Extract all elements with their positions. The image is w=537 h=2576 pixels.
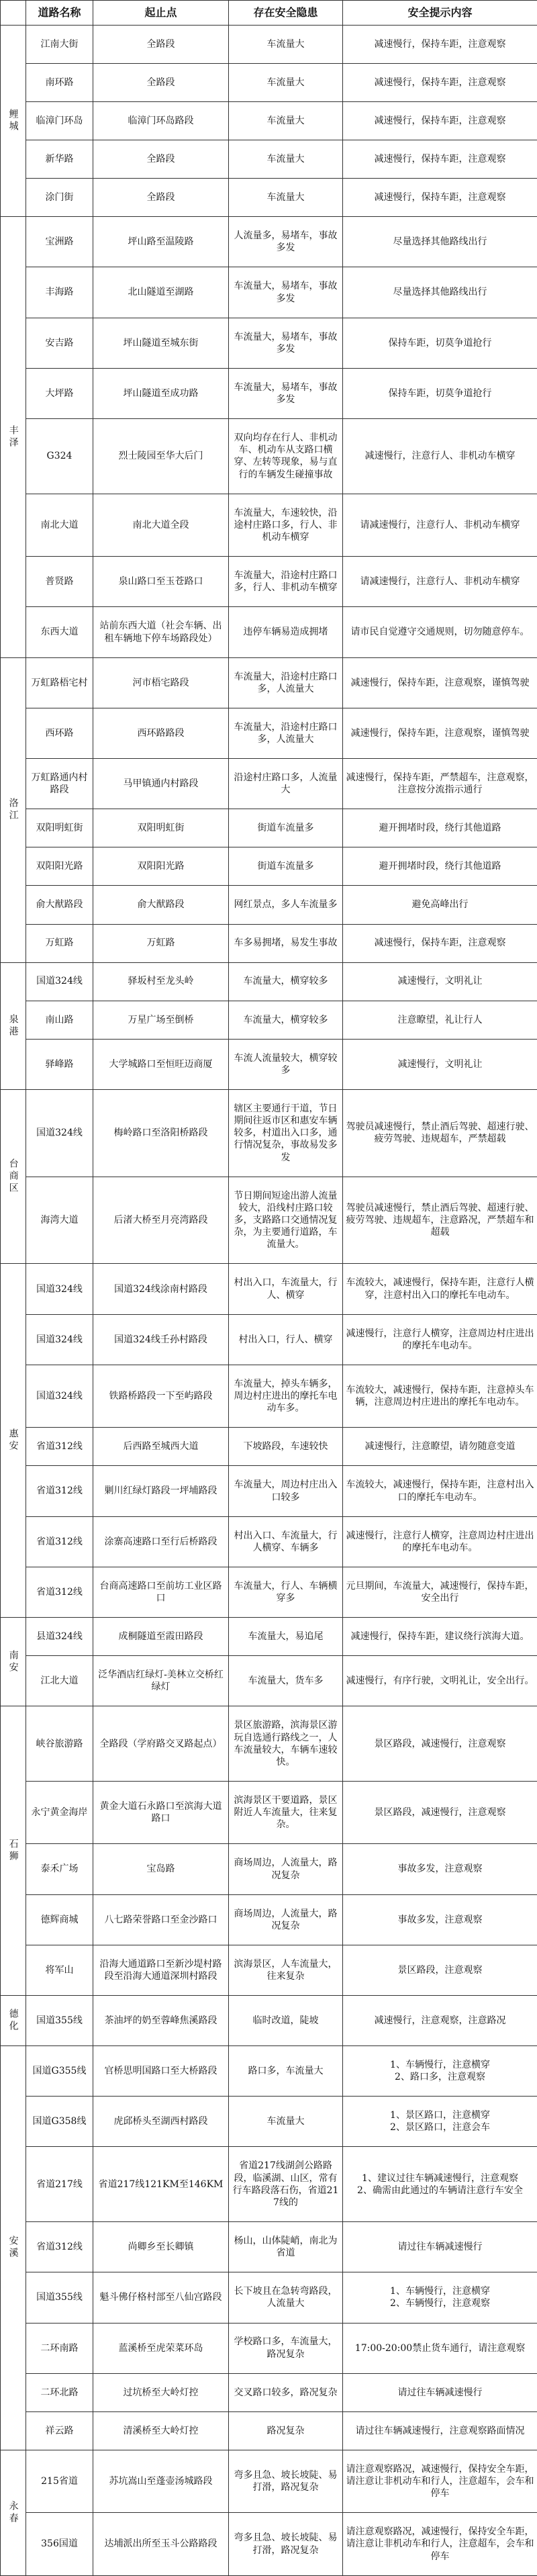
safety-tip-cell: 请过往车辆减速慢行，注意观察路面情况 bbox=[343, 2411, 537, 2450]
hazard-cell: 杨山，山体陡峭，南北为省道 bbox=[229, 2222, 343, 2272]
safety-tip-cell: 尽量选择其他路线出行 bbox=[343, 217, 537, 267]
header-row bbox=[1, 1, 537, 26]
safety-tip-cell: 景区路段，注意观察 bbox=[343, 1945, 537, 1995]
hazard-cell: 车流量大，易堵车，事故多发 bbox=[229, 267, 343, 318]
road-name-cell: 省道312线 bbox=[26, 1567, 93, 1617]
safety-tip-cell: 17:00-20:00禁止货车通行，请注意观察 bbox=[343, 2323, 537, 2373]
road-name-cell: 万虹路 bbox=[26, 924, 93, 962]
hazard-cell: 街道车流量多 bbox=[229, 809, 343, 847]
start-end-cell: 清溪桥至大岭灯控 bbox=[93, 2411, 229, 2450]
road-name-cell: 省道312线 bbox=[26, 1428, 93, 1466]
hazard-cell: 辖区主要通行干道，节日期间往返市区和惠安车辆较多，村道出入口多，通行情况复杂，事故易发多发 bbox=[229, 1089, 343, 1177]
start-end-cell: 万虹路 bbox=[93, 924, 229, 962]
table-row bbox=[1, 759, 537, 809]
start-end-cell: 临漳门环岛路段 bbox=[93, 102, 229, 140]
table-row bbox=[1, 494, 537, 556]
road-name-cell: 丰海路 bbox=[26, 267, 93, 318]
road-name-cell: 南环路 bbox=[26, 64, 93, 102]
safety-tip-cell: 减速慢行，保持车距，建议绕行滨海大道。 bbox=[343, 1618, 537, 1656]
table-row bbox=[1, 1945, 537, 1995]
safety-tip-cell: 事故多发，注意观察 bbox=[343, 1844, 537, 1894]
safety-tip-cell: 保持车距，切莫争道抢行 bbox=[343, 368, 537, 418]
hazard-cell: 车流量大，易堵车，事故多发 bbox=[229, 368, 343, 418]
hazard-cell: 长下坡且在急转弯路段，人流量大 bbox=[229, 2272, 343, 2323]
hazard-cell: 车流人流量较大，横穿较多 bbox=[229, 1039, 343, 1089]
hazard-cell: 路口多，车流量大 bbox=[229, 2046, 343, 2097]
safety-tip-cell: 景区路段，减速慢行，注意观察 bbox=[343, 1706, 537, 1782]
road-name-cell: 国道G358线 bbox=[26, 2097, 93, 2147]
table-row bbox=[1, 1894, 537, 1945]
table-row bbox=[1, 1567, 537, 1617]
safety-tip-cell: 注意瞭望，礼让行人 bbox=[343, 1001, 537, 1039]
start-end-cell: 全路段 bbox=[93, 26, 229, 64]
safety-tip-cell: 元旦期间，车流量大，减速慢行，保持车距，安全出行 bbox=[343, 1567, 537, 1617]
hazard-cell: 车流量大 bbox=[229, 2097, 343, 2147]
road-name-cell: 二环北路 bbox=[26, 2373, 93, 2411]
road-name-cell: 356国道 bbox=[26, 2513, 93, 2575]
table-row bbox=[1, 607, 537, 657]
start-end-cell: 坪山路至温陵路 bbox=[93, 217, 229, 267]
road-name-cell: 大坪路 bbox=[26, 368, 93, 418]
safety-tip-cell: 请注意观察路况，减速慢行，保持安全车距，请注意让非机动车和行人，注意超车，会车和停车 bbox=[343, 2513, 537, 2575]
safety-tip-cell: 车流较大，减速慢行，保持车距，注意行人横穿，注意村出入口的摩托车电动车。 bbox=[343, 1264, 537, 1314]
table-row bbox=[1, 179, 537, 217]
hazard-cell: 网红景点，多人车流量多 bbox=[229, 886, 343, 924]
start-end-cell: 国道324线壬孙村路段 bbox=[93, 1314, 229, 1365]
table-row bbox=[1, 2097, 537, 2147]
road-name-cell: 江北大道 bbox=[26, 1656, 93, 1706]
table-row bbox=[1, 1089, 537, 1177]
road-name-cell: 二环南路 bbox=[26, 2323, 93, 2373]
start-end-cell: 站前东西大道（社会车辆、出租车辆地下停车场路段处） bbox=[93, 607, 229, 657]
table-row bbox=[1, 2373, 537, 2411]
table-row bbox=[1, 1466, 537, 1516]
hazard-cell: 村出入口、车流量大，行人横穿、车辆多 bbox=[229, 1516, 343, 1567]
table-row bbox=[1, 217, 537, 267]
hazard-cell: 滨海景区，人车流量大，往来复杂 bbox=[229, 1945, 343, 1995]
hazard-cell: 车流量大，掉头车辆多，周边村庄进出的摩托车电动车多。 bbox=[229, 1365, 343, 1427]
road-name-cell: 省道312线 bbox=[26, 1516, 93, 1567]
table-row bbox=[1, 1844, 537, 1894]
start-end-cell: 苏坑嵩山至蓬壶汤城路段 bbox=[93, 2450, 229, 2512]
start-end-cell: 魁斗佛仔格村部至八仙宫路段 bbox=[93, 2272, 229, 2323]
start-end-cell: 茶油坪的奶至蓉峰焦溪路段 bbox=[93, 1996, 229, 2046]
start-end-cell: 官桥思明国路口至大桥路段 bbox=[93, 2046, 229, 2097]
hazard-cell: 节日期间短途出游人流量较大，沿线村庄路口较多，支路路口交通情况复杂，为主要通行道路，车流量大。 bbox=[229, 1177, 343, 1264]
start-end-cell: 泉山路口至玉苍路口 bbox=[93, 557, 229, 607]
hazard-cell: 车流量大，行人、车辆横穿多 bbox=[229, 1567, 343, 1617]
hazard-cell: 车流量大 bbox=[229, 179, 343, 217]
safety-tip-cell: 减速慢行，有序行驶，文明礼让，安全出行。 bbox=[343, 1656, 537, 1706]
start-end-cell: 涂寨高速路口至行后桥路段 bbox=[93, 1516, 229, 1567]
start-end-cell: 北山隧道至湖路 bbox=[93, 267, 229, 318]
start-end-cell: 驿坂村至龙头岭 bbox=[93, 962, 229, 1001]
table-row bbox=[1, 847, 537, 886]
table-row bbox=[1, 2147, 537, 2222]
hazard-cell: 车流量大，横穿较多 bbox=[229, 962, 343, 1001]
road-name-cell: 临漳门环岛 bbox=[26, 102, 93, 140]
safety-tip-cell: 减速慢行，注意行人横穿，注意周边村庄进出的摩托车电动车。 bbox=[343, 1314, 537, 1365]
hazard-cell: 车流量大，沿途村庄路口多，人流量大 bbox=[229, 657, 343, 708]
safety-tip-cell: 减速慢行，保持车距，注意观察 bbox=[343, 102, 537, 140]
road-name-cell: 国道324线 bbox=[26, 1365, 93, 1427]
start-end-cell: 达埔派出所至玉斗公路路段 bbox=[93, 2513, 229, 2575]
road-name-cell: 省道312线 bbox=[26, 1466, 93, 1516]
road-name-cell: 祥云路 bbox=[26, 2411, 93, 2450]
hazard-cell: 村出入口，行人、横穿 bbox=[229, 1314, 343, 1365]
header-start-end: 起止点 bbox=[93, 1, 229, 26]
safety-tip-cell: 1、车辆慢行，注意横穿 2、车辆慢行，注意观察 bbox=[343, 2272, 537, 2323]
hazard-cell: 弯多且急、坡长坡陡、易打滑，路况复杂 bbox=[229, 2513, 343, 2575]
table-row bbox=[1, 557, 537, 607]
start-end-cell: 八七路荣誉路口至金沙路口 bbox=[93, 1894, 229, 1945]
start-end-cell: 省道217线121KM至146KM bbox=[93, 2147, 229, 2222]
road-name-cell: G324 bbox=[26, 419, 93, 494]
region-cell: 丰泽 bbox=[1, 217, 26, 657]
hazard-cell: 车流量大，周边村庄出入口较多 bbox=[229, 1466, 343, 1516]
table-row bbox=[1, 267, 537, 318]
table-row bbox=[1, 102, 537, 140]
road-name-cell: 省道217线 bbox=[26, 2147, 93, 2222]
region-cell: 安溪 bbox=[1, 2046, 26, 2450]
safety-tip-cell: 减速慢行，文明礼让 bbox=[343, 1039, 537, 1089]
table-row bbox=[1, 64, 537, 102]
safety-tip-cell: 减速慢行，保持车距，注意观察 bbox=[343, 179, 537, 217]
hazard-cell: 交叉路口较多，路况复杂 bbox=[229, 2373, 343, 2411]
safety-tip-cell: 减速慢行，注意瞭望，请勿随意变道 bbox=[343, 1428, 537, 1466]
start-end-cell: 剿川红绿灯路段一坪埔路段 bbox=[93, 1466, 229, 1516]
road-name-cell: 国道324线 bbox=[26, 1089, 93, 1177]
hazard-cell: 商场周边，人流量大，路况复杂 bbox=[229, 1844, 343, 1894]
table-row bbox=[1, 2411, 537, 2450]
hazard-cell: 违停车辆易造成拥堵 bbox=[229, 607, 343, 657]
safety-tip-cell: 保持车距，切莫争道抢行 bbox=[343, 318, 537, 368]
header-road-name: 道路名称 bbox=[26, 1, 93, 26]
start-end-cell: 黄金大道石永路口至滨海大道路口 bbox=[93, 1782, 229, 1844]
region-cell: 鲤城 bbox=[1, 26, 26, 217]
road-name-cell: 双阳阳光路 bbox=[26, 847, 93, 886]
road-name-cell: 国道355线 bbox=[26, 1996, 93, 2046]
safety-tip-cell: 请过往车辆减速慢行 bbox=[343, 2373, 537, 2411]
start-end-cell: 大学城路口至恒旺迈商厦 bbox=[93, 1039, 229, 1089]
hazard-cell: 车流量大，易堵车，事故多发 bbox=[229, 318, 343, 368]
road-name-cell: 泰禾广场 bbox=[26, 1844, 93, 1894]
safety-tip-cell: 驾驶员减速慢行，禁止酒后驾驶、超速行驶、疲劳驾驶、违规超车，注意路况，严禁超车和超载 bbox=[343, 1177, 537, 1264]
safety-tip-cell: 事故多发，注意观察 bbox=[343, 1894, 537, 1945]
safety-tip-cell: 减速慢行，注意行人横穿，注意周边村庄进出的摩托车电动车。 bbox=[343, 1516, 537, 1567]
table-row bbox=[1, 1706, 537, 1782]
hazard-cell: 车流量大，横穿较多 bbox=[229, 1001, 343, 1039]
table-row bbox=[1, 1264, 537, 1314]
table-row bbox=[1, 2323, 537, 2373]
safety-tip-cell: 1、景区路口，注意横穿 2、景区路口，注意会车 bbox=[343, 2097, 537, 2147]
safety-tip-cell: 减速慢行，保持车距，注意观察 bbox=[343, 26, 537, 64]
start-end-cell: 后渚大桥至月亮湾路段 bbox=[93, 1177, 229, 1264]
start-end-cell: 双阳阳光路 bbox=[93, 847, 229, 886]
table-row bbox=[1, 140, 537, 179]
hazard-cell: 车流量大 bbox=[229, 26, 343, 64]
start-end-cell: 梅岭路口至洛阳桥路段 bbox=[93, 1089, 229, 1177]
table-row bbox=[1, 1039, 537, 1089]
safety-tip-cell: 请市民自觉遵守交通规则，切勿随意停车。 bbox=[343, 607, 537, 657]
safety-tip-cell: 景区路段，减速慢行，注意观察 bbox=[343, 1782, 537, 1844]
safety-tip-cell: 避开拥堵时段，绕行其他道路 bbox=[343, 847, 537, 886]
table-row bbox=[1, 1428, 537, 1466]
table-row bbox=[1, 1314, 537, 1365]
safety-tip-cell: 请过往车辆减速慢行 bbox=[343, 2222, 537, 2272]
road-name-cell: 永宁黄金海岸 bbox=[26, 1782, 93, 1844]
region-cell: 泉港 bbox=[1, 962, 26, 1089]
start-end-cell: 西环路路段 bbox=[93, 708, 229, 758]
start-end-cell: 尚卿乡至长卿镇 bbox=[93, 2222, 229, 2272]
table-body bbox=[1, 26, 537, 2576]
table-row bbox=[1, 1782, 537, 1844]
road-name-cell: 德辉商城 bbox=[26, 1894, 93, 1945]
start-end-cell: 泛华酒店红绿灯-美林立交桥红绿灯 bbox=[93, 1656, 229, 1706]
hazard-cell: 弯多且急、坡长坡陡、易打滑，路况复杂 bbox=[229, 2450, 343, 2512]
start-end-cell: 国道324线涂南村路段 bbox=[93, 1264, 229, 1314]
hazard-cell: 村出入口，车流量大，行人、横穿 bbox=[229, 1264, 343, 1314]
header-hazard: 存在安全隐患 bbox=[229, 1, 343, 26]
start-end-cell: 沿海大通道路口至新沙堤村路段至沿海大通道深圳村路段 bbox=[93, 1945, 229, 1995]
table-row bbox=[1, 2046, 537, 2097]
table-row bbox=[1, 1001, 537, 1039]
hazard-cell: 车流量大 bbox=[229, 64, 343, 102]
start-end-cell: 全路段 bbox=[93, 179, 229, 217]
road-name-cell: 海湾大道 bbox=[26, 1177, 93, 1264]
hazard-cell: 车流量大，沿途村庄路口多，行人、非机动车横穿 bbox=[229, 557, 343, 607]
hazard-cell: 省道217线湖剑公路路段，临溪湖、山区，常有行车路段落石伤，省道217线的 bbox=[229, 2147, 343, 2222]
table-row bbox=[1, 1996, 537, 2046]
table-row bbox=[1, 1656, 537, 1706]
hazard-cell: 双向均存在行人、非机动车、机动车从支路口横穿、左转等现象，易与直行的车辆发生碰撞事故 bbox=[229, 419, 343, 494]
safety-tip-cell: 驾驶员减速慢行，禁止酒后驾驶、超速行驶、疲劳驾驶、违规超车，严禁超载 bbox=[343, 1089, 537, 1177]
hazard-cell: 滨海景区干要道路，景区附近人车流量大，往来复杂。 bbox=[229, 1782, 343, 1844]
table-row bbox=[1, 962, 537, 1001]
header-region bbox=[1, 1, 26, 26]
region-cell: 洛江 bbox=[1, 657, 26, 962]
road-name-cell: 国道324线 bbox=[26, 1264, 93, 1314]
hazard-cell: 学校路口多，车流量大，路况复杂 bbox=[229, 2323, 343, 2373]
road-name-cell: 南北大道 bbox=[26, 494, 93, 556]
start-end-cell: 河市梧宅路段 bbox=[93, 657, 229, 708]
start-end-cell: 南北大道全段 bbox=[93, 494, 229, 556]
road-name-cell: 国道355线 bbox=[26, 2272, 93, 2323]
table-row bbox=[1, 1618, 537, 1656]
start-end-cell: 铁路桥路段一下至屿路段 bbox=[93, 1365, 229, 1427]
table-row bbox=[1, 657, 537, 708]
start-end-cell: 蓝溪桥至虎荣菜环岛 bbox=[93, 2323, 229, 2373]
region-cell: 台商区 bbox=[1, 1089, 26, 1264]
start-end-cell: 全路段 bbox=[93, 64, 229, 102]
start-end-cell: 坪山隧道至成功路 bbox=[93, 368, 229, 418]
safety-tip-cell: 1、车辆慢行，注意横穿 2、路口多，注意观察 bbox=[343, 2046, 537, 2097]
hazard-cell: 车流量大，货车多 bbox=[229, 1656, 343, 1706]
hazard-cell: 人流量多，易堵车，事故多发 bbox=[229, 217, 343, 267]
road-name-cell: 国道324线 bbox=[26, 1314, 93, 1365]
hazard-cell: 车流量大，沿途村庄路口多，人流量大 bbox=[229, 708, 343, 758]
safety-tip-cell: 减速慢行，注意行人、非机动车横穿 bbox=[343, 419, 537, 494]
region-cell: 石狮 bbox=[1, 1706, 26, 1996]
road-name-cell: 双阳明虹街 bbox=[26, 809, 93, 847]
safety-tip-cell: 减速慢行，文明礼让 bbox=[343, 962, 537, 1001]
road-name-cell: 万虹路通内村路段 bbox=[26, 759, 93, 809]
table-row bbox=[1, 2513, 537, 2575]
hazard-cell: 路况复杂 bbox=[229, 2411, 343, 2450]
table-row bbox=[1, 1365, 537, 1427]
road-name-cell: 将军山 bbox=[26, 1945, 93, 1995]
start-end-cell: 俞大猷路段 bbox=[93, 886, 229, 924]
hazard-cell: 商场周边，人流量大，路况复杂 bbox=[229, 1894, 343, 1945]
region-cell: 南安 bbox=[1, 1618, 26, 1706]
safety-tip-cell: 减速慢行，保持车距，注意观察，谨慎驾驶 bbox=[343, 657, 537, 708]
safety-tip-cell: 避免高峰出行 bbox=[343, 886, 537, 924]
table-row bbox=[1, 1177, 537, 1264]
start-end-cell: 坪山隧道至城东街 bbox=[93, 318, 229, 368]
safety-tip-cell: 减速慢行，保持车距，严禁超车，注意观察，注意按分流指示通行 bbox=[343, 759, 537, 809]
table-row bbox=[1, 886, 537, 924]
road-name-cell: 国道324线 bbox=[26, 962, 93, 1001]
safety-tip-cell: 请减速慢行，注意行人、非机动车横穿 bbox=[343, 494, 537, 556]
safety-tip-cell: 车流较大，减速慢行，保持车距，注意村出入口的摩托车电动车。 bbox=[343, 1466, 537, 1516]
road-name-cell: 万虹路梧宅村 bbox=[26, 657, 93, 708]
road-name-cell: 215省道 bbox=[26, 2450, 93, 2512]
start-end-cell: 马甲镇通内村路段 bbox=[93, 759, 229, 809]
start-end-cell: 后西路至城西大道 bbox=[93, 1428, 229, 1466]
road-name-cell: 省道312线 bbox=[26, 2222, 93, 2272]
safety-tip-cell: 减速慢行，保持车距，注意观察 bbox=[343, 924, 537, 962]
region-cell: 永春 bbox=[1, 2450, 26, 2575]
safety-tip-cell: 车流较大，减速慢行，保持车距，注意掉头车辆，注意周边村庄进出的摩托车电动车。 bbox=[343, 1365, 537, 1427]
safety-tip-cell: 尽量选择其他路线出行 bbox=[343, 267, 537, 318]
road-name-cell: 驿峰路 bbox=[26, 1039, 93, 1089]
hazard-cell: 车流量大，车速较快，沿途村庄路口多，行人、非机动车横穿 bbox=[229, 494, 343, 556]
start-end-cell: 烈士陵园至华大后门 bbox=[93, 419, 229, 494]
start-end-cell: 万星广场至倒桥 bbox=[93, 1001, 229, 1039]
road-name-cell: 县道324线 bbox=[26, 1618, 93, 1656]
road-name-cell: 涂门街 bbox=[26, 179, 93, 217]
table-row bbox=[1, 318, 537, 368]
start-end-cell: 宝岛路 bbox=[93, 1844, 229, 1894]
table-row bbox=[1, 368, 537, 418]
safety-tip-cell: 减速慢行，保持车距，注意观察 bbox=[343, 64, 537, 102]
hazard-cell: 景区旅游路，滨海景区游玩自选通行路线之一，人车流量较大，车辆车速较快。 bbox=[229, 1706, 343, 1782]
header-safety-tip: 安全提示内容 bbox=[343, 1, 537, 26]
hazard-cell: 街道车流量多 bbox=[229, 847, 343, 886]
safety-tip-cell: 减速慢行，保持车距，注意观察，谨慎驾驶 bbox=[343, 708, 537, 758]
safety-tip-cell: 1、建议过往车辆减速慢行，注意观察 2、确需由此通过的车辆请注意行车安全 bbox=[343, 2147, 537, 2222]
safety-tip-cell: 减速慢行，保持车距，注意观察 bbox=[343, 140, 537, 179]
table-row bbox=[1, 419, 537, 494]
table-row bbox=[1, 2222, 537, 2272]
road-name-cell: 南山路 bbox=[26, 1001, 93, 1039]
start-end-cell: 成桐隧道至霞田路段 bbox=[93, 1618, 229, 1656]
safety-tip-cell: 请减速慢行，注意行人、非机动车横穿 bbox=[343, 557, 537, 607]
road-name-cell: 新华路 bbox=[26, 140, 93, 179]
road-name-cell: 安吉路 bbox=[26, 318, 93, 368]
road-name-cell: 江南大街 bbox=[26, 26, 93, 64]
safety-tip-cell: 减速慢行，注意观察，注意路况 bbox=[343, 1996, 537, 2046]
hazard-cell: 沿途村庄路口多，人流量大 bbox=[229, 759, 343, 809]
table-row bbox=[1, 26, 537, 64]
safety-tip-cell: 请注意观察路况，减速慢行，保持安全车距，请注意让非机动车和行人，注意超车，会车和停车 bbox=[343, 2450, 537, 2512]
hazard-cell: 车流量大，易追尾 bbox=[229, 1618, 343, 1656]
table-row bbox=[1, 2450, 537, 2512]
road-name-cell: 峡谷旅游路 bbox=[26, 1706, 93, 1782]
hazard-cell: 下坡路段，车速较快 bbox=[229, 1428, 343, 1466]
start-end-cell: 双阳明虹街 bbox=[93, 809, 229, 847]
road-name-cell: 普贤路 bbox=[26, 557, 93, 607]
start-end-cell: 全路段（学府路交叉路起点） bbox=[93, 1706, 229, 1782]
hazard-cell: 车流量大 bbox=[229, 140, 343, 179]
road-name-cell: 国道G355线 bbox=[26, 2046, 93, 2097]
table-row bbox=[1, 809, 537, 847]
table-row bbox=[1, 2272, 537, 2323]
table-row bbox=[1, 924, 537, 962]
road-name-cell: 俞大猷路段 bbox=[26, 886, 93, 924]
start-end-cell: 虎邱桥头至湖西村路段 bbox=[93, 2097, 229, 2147]
table-row bbox=[1, 708, 537, 758]
hazard-cell: 临时改道，陡坡 bbox=[229, 1996, 343, 2046]
road-name-cell: 东西大道 bbox=[26, 607, 93, 657]
start-end-cell: 过坑桥至大岭灯控 bbox=[93, 2373, 229, 2411]
safety-tip-cell: 避开拥堵时段，绕行其他道路 bbox=[343, 809, 537, 847]
start-end-cell: 台商高速路口至前坊工业区路口 bbox=[93, 1567, 229, 1617]
hazard-cell: 车流量大 bbox=[229, 102, 343, 140]
road-name-cell: 宝洲路 bbox=[26, 217, 93, 267]
hazard-cell: 车多易拥堵，易发生事故 bbox=[229, 924, 343, 962]
table-row bbox=[1, 1516, 537, 1567]
region-cell: 德化 bbox=[1, 1996, 26, 2046]
start-end-cell: 全路段 bbox=[93, 140, 229, 179]
region-cell: 惠安 bbox=[1, 1264, 26, 1618]
road-name-cell: 西环路 bbox=[26, 708, 93, 758]
